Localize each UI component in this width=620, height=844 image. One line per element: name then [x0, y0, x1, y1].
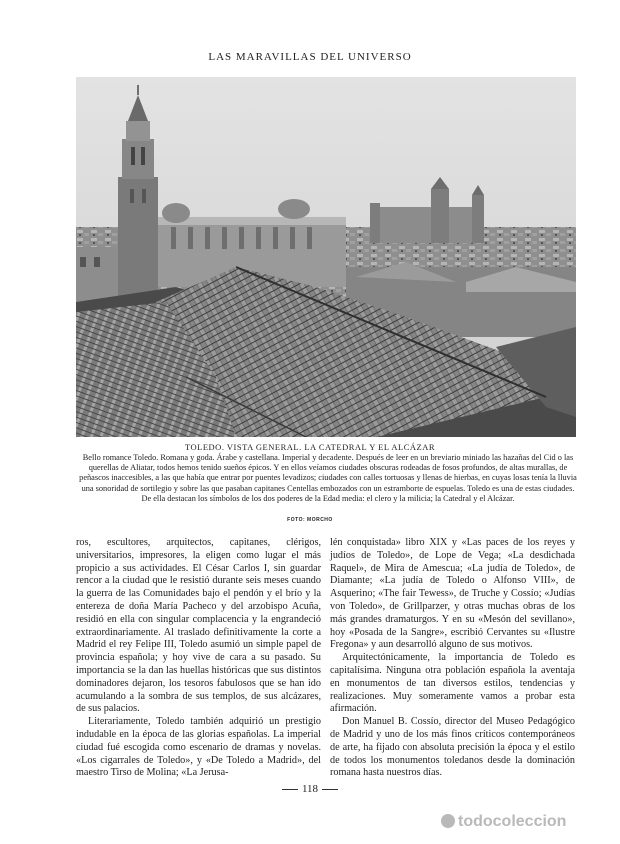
divider: [282, 789, 298, 790]
watermark-logo-icon: [441, 814, 455, 828]
paragraph: Arquitectónicamente, la importancia de Toledo es capitalísima. Ninguna otra población española la aventaja en monumentos de tan diversos estilos, tendencias y realizaciones. Muy someramente vamos a probar esta afirmación.: [330, 652, 575, 715]
photo-caption-text: Bello romance Toledo. Romana y goda. Árabe y castellana. Imperial y decadente. Después de leer en un breviario miniado las hazañas del Cid o las querellas de Aliatar, todos hemos tenido sueños épicos. Y en ellos veíamos ciudades obscuras rodeadas de fosos profundos, de altas murallas, de peñascos inaccesibles, a las que había que entrar por puentes levadizos; ciudades con calles tortuosas y llenas de hierbas, en cuyas losas tenía la lluvia una sonoridad de sortilegio y sobre las que pasaban capitanes Centellas embozados con un estramborte de espuelas. Toledo es una de estas ciudades. De ella destacan los símbolos de los dos poderes de la Edad media: el clero y la milicia; la Catedral y el Alcázar.: [79, 453, 577, 503]
right-column: [330, 537, 575, 780]
divider: [322, 789, 338, 790]
toledo-cathedral-photo: [76, 77, 576, 437]
paragraph: Literariamente, Toledo también adquirió un prestigio indudable en la época de las glorias españolas. La imperial ciudad fué escogida como escenario de dramas y novelas. «Los cigarrales de Toledo», y «De Toledo a Madrid», del maestro Tirso de Molina; «La Jerusa-: [76, 716, 321, 779]
photo-caption-title: TOLEDO. VISTA GENERAL. LA CATEDRAL Y EL ALCÁZAR: [184, 442, 436, 452]
page-number-value: 118: [301, 783, 319, 795]
paragraph: lén conquistada» libro XIX y «Las paces de los reyes y judíos de Toledo», de Lope de Vega; «La desdichada Raquel», de Mira de Amescua; «La judía de Toledo», de Diamante; «La judía de Toledo o Alfonso VIII», de Asquerino; «The fair Tewess», de Truche y Cossío; «Judías von Toledo», de Grillparzer, y otras muchas obras de los más grandes dramaturgos. Y en su «Mesón del sevillano», hoy «Posada de la Sangre», escribió Cervantes su «Ilustre Fregona» y aun desarrolló alguno de sus motivos.: [330, 537, 575, 651]
photo-credit: FOTO: MORCHO: [287, 517, 333, 523]
watermark: [441, 813, 566, 831]
watermark-text: todocoleccion: [458, 813, 567, 830]
paragraph: ros, escultores, arquitectos, capitanes, clérigos, universitarios, impresores, la eligen como lugar el más propicio a sus actividades. El César Carlos I, sin guardar rencor a la ciudad que le resistió durante seis meses cuando la guerra de las Comunidades bajo el pendón y el brío y la entereza de doña María Pacheco y del arzobispo Acuña, residió en ella con singular complacencia y la engrandeció extraordinariamente. Al traslado definitivamente la corte a Madrid el rey Felipe III, Toledo asumió un simple papel de provincia española; y hoy vive de cara a su pasado. Su importancia se la dan las huellas históricas que sus distintos dominadores dejaron, los tesoros fabulosos que se han ido acumulando a la sombra de sus templos, de sus alcázares, de sus palacios.: [76, 537, 321, 715]
paragraph: Don Manuel B. Cossío, director del Museo Pedagógico de Madrid y uno de los más finos críticos contemporáneos de arte, ha fijado con absoluta precisión la época y el estilo de todos los monumentos toledanos desde la dominación romana hasta nuestros días.: [330, 716, 575, 779]
running-header: LAS MARAVILLAS DEL UNIVERSO: [208, 51, 412, 63]
page-number: [0, 783, 620, 795]
left-column: [76, 537, 321, 780]
